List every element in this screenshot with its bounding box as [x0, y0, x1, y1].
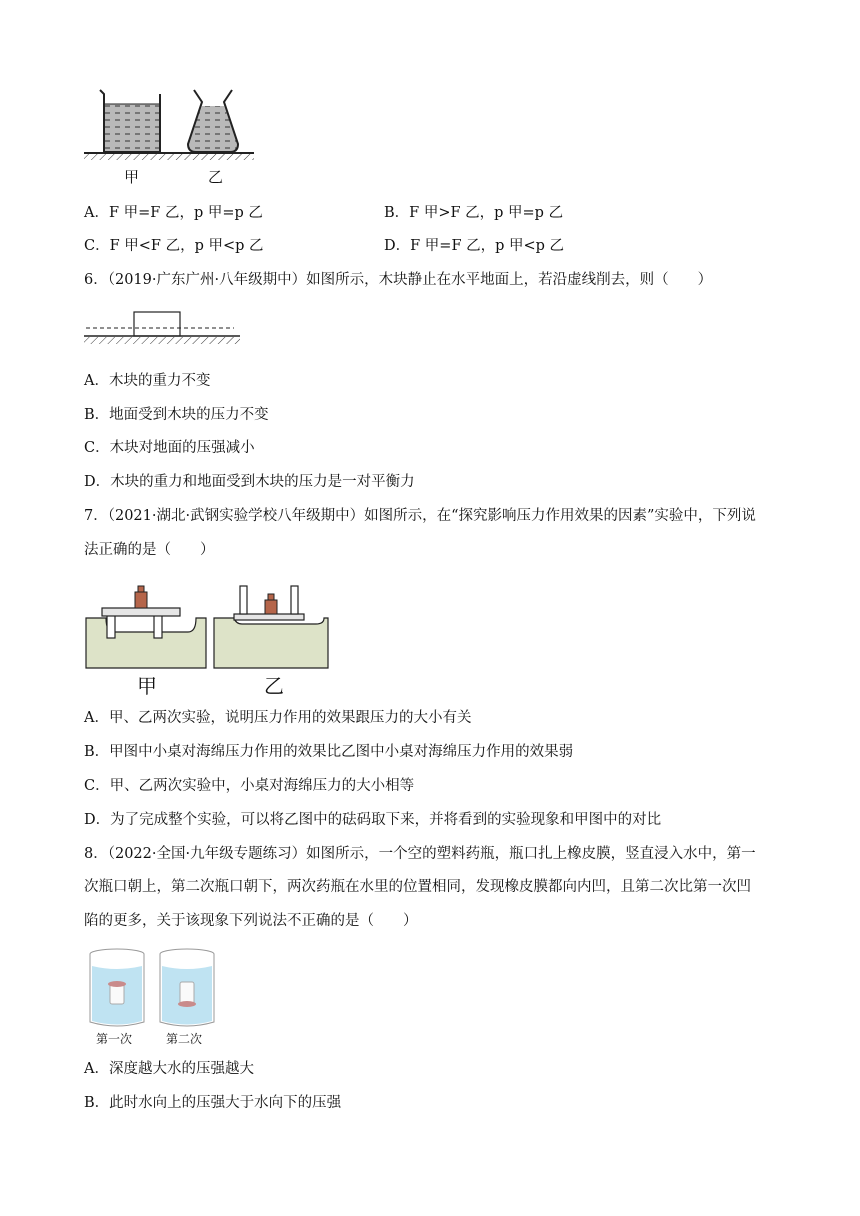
q8-figure-svg	[84, 948, 224, 1030]
q8-option-b[interactable]: B．此时水向上的压强大于水向下的压强	[84, 1095, 342, 1111]
q8-stem-line1: 8．（2022·全国·九年级专题练习）如图所示，一个空的塑料药瓶，瓶口扎上橡皮膜，竖直浸入水中，第一	[84, 846, 756, 862]
q7-label-jia: 甲	[137, 674, 157, 698]
q5-option-c[interactable]	[84, 236, 264, 256]
q7-figure	[84, 574, 334, 698]
option-text: F 甲=F 乙，p 甲<p 乙	[410, 238, 565, 254]
option-text: F 甲>F 乙，p 甲=p 乙	[409, 205, 564, 221]
q7-option-d[interactable]: D．为了完成整个实验，可以将乙图中的砝码取下来，并将看到的实验现象和甲图中的对比	[84, 812, 662, 828]
q6-figure	[84, 308, 244, 350]
option-letter: A．	[84, 205, 109, 221]
wood-block	[134, 312, 180, 336]
q7-figure-svg	[84, 574, 334, 670]
ground	[84, 337, 240, 344]
q7-label-yi: 乙	[264, 674, 284, 698]
q5-option-b[interactable]	[384, 203, 563, 223]
option-text: F 甲=F 乙，p 甲=p 乙	[108, 205, 263, 221]
sponge-yi	[214, 586, 328, 668]
q6-figure-svg	[84, 308, 244, 350]
q6-option-c[interactable]: C．木块对地面的压强减小	[84, 440, 255, 456]
q6-option-d[interactable]: D．木块的重力和地面受到木块的压力是一对平衡力	[84, 474, 415, 490]
q7-stem-line1: 7．（2021·湖北·武钢实验学校八年级期中）如图所示，在“探究影响压力作用效果的因素”实验中，下列说	[84, 508, 756, 524]
q8-stem-line2: 次瓶口朝上，第二次瓶口朝下，两次药瓶在水里的位置相同，发现橡皮膜都向内凹，且第二次比第一次凹	[84, 879, 751, 895]
q7-stem-line2: 法正确的是（ ）	[84, 542, 215, 558]
q6-stem: 6．（2019·广东广州·八年级期中）如图所示，木块静止在水平地面上，若沿虚线削去，则（ ）	[84, 272, 713, 288]
beaker-first	[90, 949, 144, 1026]
q8-label-second: 第二次	[166, 1032, 203, 1046]
option-text: F 甲<F 乙，p 甲<p 乙	[109, 238, 264, 254]
q7-option-c[interactable]: C．甲、乙两次实验中，小桌对海绵压力的大小相等	[84, 778, 415, 794]
flask-yi	[188, 90, 238, 152]
sponge-jia	[86, 586, 206, 668]
q5-figure	[84, 82, 254, 192]
q5-option-d[interactable]	[384, 236, 564, 256]
q5-label-jia: 甲	[124, 168, 140, 186]
q5-figure-svg	[84, 82, 254, 192]
q8-label-first: 第一次	[96, 1032, 133, 1046]
beaker-second	[160, 949, 214, 1026]
q6-option-a[interactable]: A．木块的重力不变	[84, 373, 211, 389]
option-letter: C．	[84, 238, 110, 254]
beaker-jia	[100, 90, 160, 152]
option-letter: D．	[384, 238, 411, 254]
q5-label-yi: 乙	[208, 168, 224, 186]
q5-option-a[interactable]	[84, 203, 263, 223]
option-letter: B．	[384, 205, 410, 221]
q8-stem-line3: 陷的更多，关于该现象下列说法不正确的是（ ）	[84, 913, 418, 929]
q7-option-a[interactable]: A．甲、乙两次实验，说明压力作用的效果跟压力的大小有关	[84, 710, 472, 726]
q7-option-b[interactable]: B．甲图中小桌对海绵压力作用的效果比乙图中小桌对海绵压力作用的效果弱	[84, 744, 574, 760]
q6-option-b[interactable]: B．地面受到木块的压力不变	[84, 407, 269, 423]
q8-figure	[84, 948, 224, 1048]
q8-option-a[interactable]: A．深度越大水的压强越大	[84, 1061, 254, 1077]
